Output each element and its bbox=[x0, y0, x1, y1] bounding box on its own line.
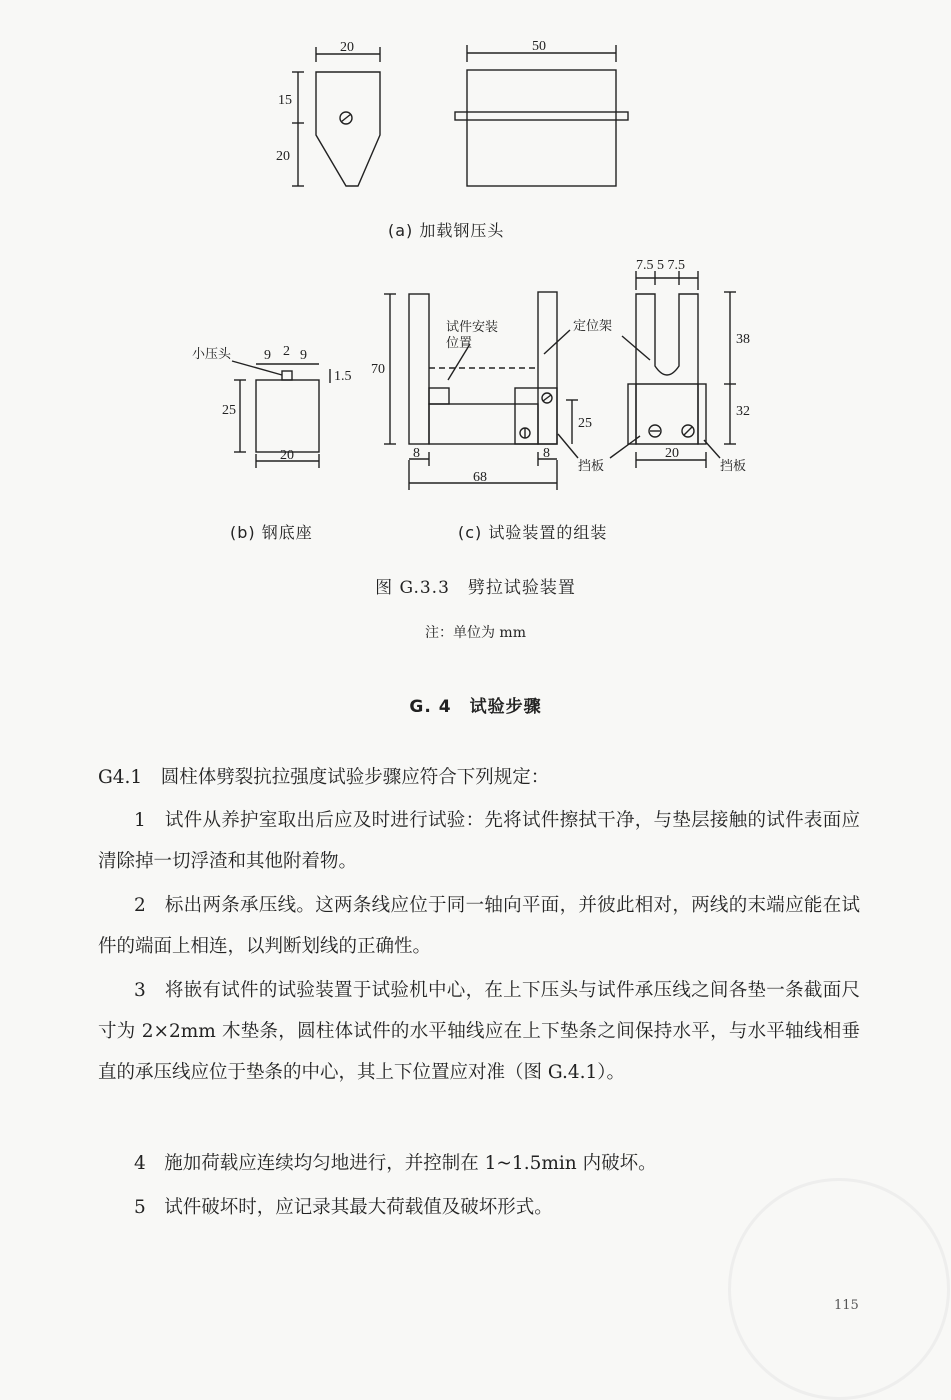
figure-title: 图 G.3.3 劈拉试验装置 bbox=[375, 578, 576, 598]
label-specimen-position-1: 试件安装 bbox=[446, 320, 499, 335]
label-small-head: 小压头 bbox=[192, 347, 232, 362]
loading-head-side bbox=[316, 72, 380, 186]
dim-c-block-height: 25 bbox=[578, 416, 592, 431]
loading-head-front bbox=[467, 70, 616, 186]
assembly-left-wall bbox=[409, 294, 429, 444]
dim-c-top-widths: 7.5 5 7.5 bbox=[636, 258, 685, 273]
steel-base bbox=[256, 380, 319, 452]
list-item: 2 标出两条承压线。这两条线应位于同一轴向平面，并彼此相对，两线的末端应能在试件的端面上相连，以判断划线的正确性。 bbox=[98, 895, 860, 957]
list-item: 3 将嵌有试件的试验装置于试验机中心，在上下压头与试件承压线之间各垫一条截面尺寸为 2×2mm 木垫条，圆柱体试件的水平轴线应在上下垫条之间保持水平，与水平轴线相垂直的承压线应位于垫条的中心，其上下位置应对准（图 G.4.1）。 bbox=[98, 980, 860, 1083]
label-specimen-position-2: 位置 bbox=[446, 336, 473, 351]
dim-a-front-width: 50 bbox=[532, 39, 546, 54]
label-baffle-front: 挡板 bbox=[578, 459, 605, 474]
dim-b-width: 20 bbox=[280, 448, 294, 463]
label-baffle-side: 挡板 bbox=[720, 459, 747, 474]
dim-b-head-height: 1.5 bbox=[334, 369, 352, 384]
assembly-right-wall bbox=[538, 292, 557, 444]
dim-b-right: 9 bbox=[300, 348, 307, 363]
caption-a: (a) 加载钢压头 bbox=[388, 221, 505, 240]
dim-c-lower-height: 32 bbox=[736, 404, 750, 419]
dim-c-side-width: 20 bbox=[665, 446, 679, 461]
dim-b-left: 9 bbox=[264, 348, 271, 363]
apparatus-drawing bbox=[0, 0, 951, 600]
label-positioning-frame: 定位架 bbox=[573, 319, 613, 334]
dim-c-upper-height: 38 bbox=[736, 332, 750, 347]
caption-c: (c) 试验装置的组装 bbox=[458, 523, 608, 542]
page-number: 115 bbox=[834, 1298, 859, 1313]
figure-note: 注：单位为 mm bbox=[424, 625, 526, 641]
section-heading: G. 4 试验步骤 bbox=[409, 697, 542, 717]
list-item: 1 试件从养护室取出后应及时进行试验：先将试件擦拭干净，与垫层接触的试件表面应清除掉一切浮渣和其他附着物。 bbox=[98, 810, 860, 872]
watermark-stamp bbox=[728, 1178, 950, 1400]
list-item: 5 试件破坏时，应记录其最大荷载值及破坏形式。 bbox=[134, 1197, 553, 1218]
dim-a-side-width: 20 bbox=[340, 40, 354, 55]
dim-a-side-top: 15 bbox=[278, 93, 292, 108]
dim-b-height: 25 bbox=[222, 403, 236, 418]
dim-c-base: 68 bbox=[473, 470, 487, 485]
dim-c-height: 70 bbox=[371, 362, 385, 377]
clause-g41: G4.1 圆柱体劈裂抗拉强度试验步骤应符合下列规定： bbox=[98, 767, 550, 788]
positioning-frame-side bbox=[636, 294, 698, 444]
caption-b: (b) 钢底座 bbox=[230, 523, 313, 542]
figure-g33 bbox=[0, 0, 951, 600]
dim-b-mid: 2 bbox=[283, 344, 290, 359]
dim-c-wall-right: 8 bbox=[543, 446, 550, 461]
dim-a-side-bottom: 20 bbox=[276, 149, 290, 164]
dim-c-wall-left: 8 bbox=[413, 446, 420, 461]
list-item: 4 施加荷载应连续均匀地进行，并控制在 1~1.5min 内破坏。 bbox=[134, 1153, 657, 1174]
